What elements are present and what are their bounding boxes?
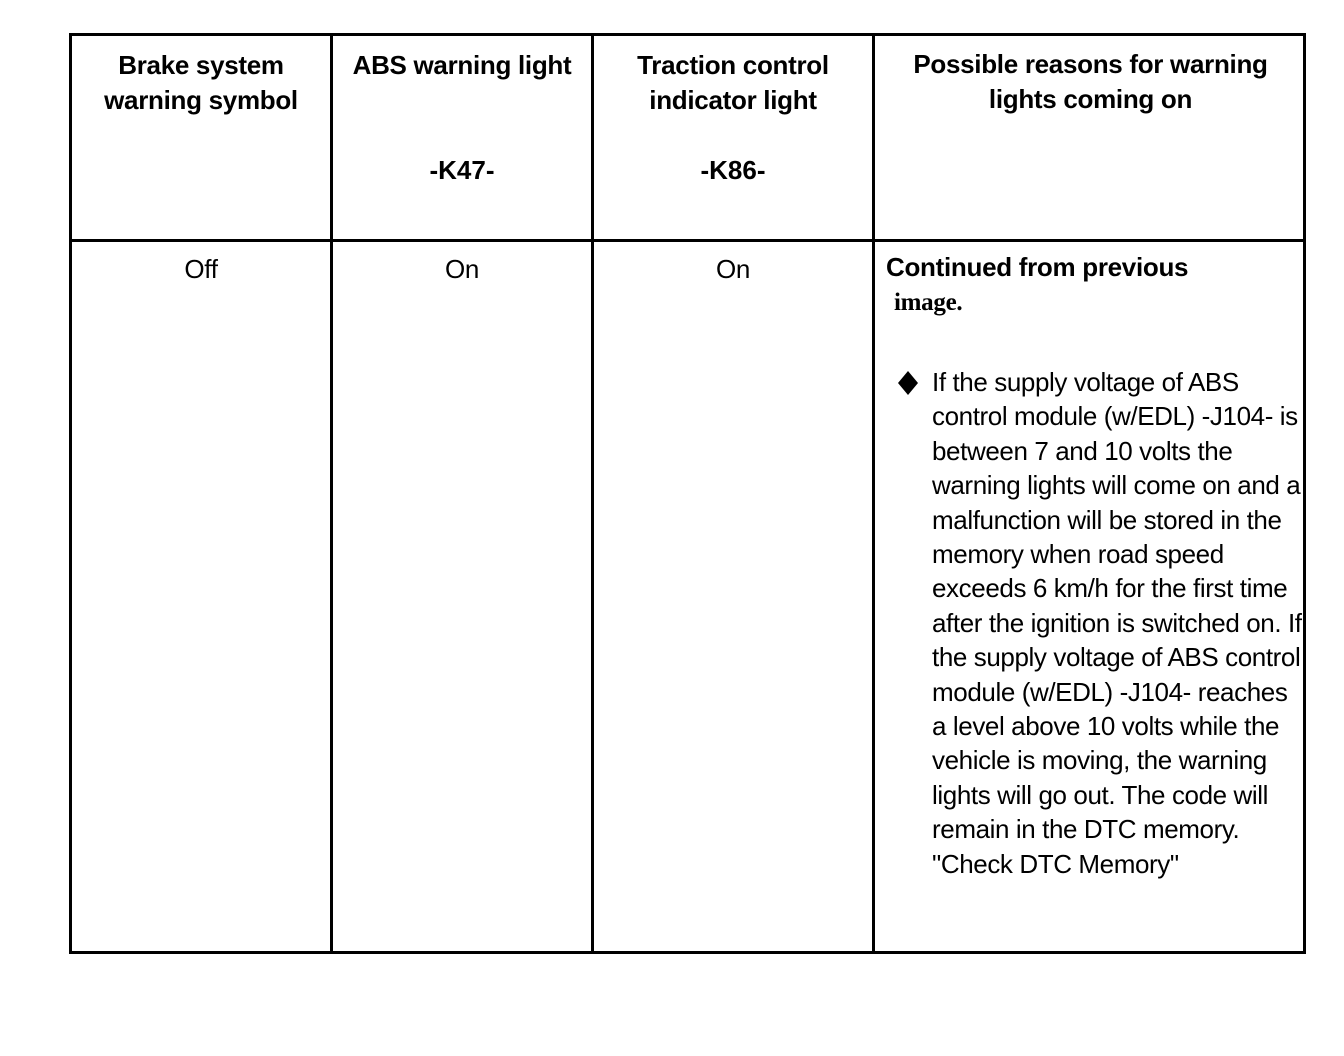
header-brake-system-title: Brake system warning symbol [104,50,298,115]
header-brake-system [72,48,330,118]
traction-light-value: On [715,254,751,284]
header-reasons-title: Possible reasons for warning lights coming on [913,49,1268,114]
reasons-continued-tail: image. [894,289,963,316]
header-abs-light-title: ABS warning light [352,50,572,80]
warning-lights-table [69,33,1306,954]
reasons-bullet-text: If the supply voltage of ABS control module (w/EDL) -J104- is between 7 and 10 volts the warning lights will come on and a malfunction will be stored in the memory when road speed exceeds 6 km/h for the first time after the ignition is switched on. If the supply voltage of ABS control module (w/EDL) -J104- reaches a level above 10 volts while the vehicle is moving, the warning lights will go out. The code will remain in the DTC memory. "Check DTC Memory" [932,367,1302,879]
header-traction-light [594,48,872,118]
header-traction-light-code: -K86- [700,155,766,185]
header-traction-light-title: Traction control indicator light [637,50,829,115]
abs-light-value: On [444,254,480,284]
header-abs-light [333,48,591,83]
header-abs-light-code: -K47- [429,155,495,185]
brake-symbol-value: Off [184,254,218,284]
header-reasons [878,47,1303,117]
reasons-continued-note [886,250,1304,320]
header-divider [72,239,1303,242]
diamond-bullet-icon [898,371,918,395]
reasons-continued-bold: Continued from previous [886,252,1189,282]
column-brake-system [72,36,333,951]
